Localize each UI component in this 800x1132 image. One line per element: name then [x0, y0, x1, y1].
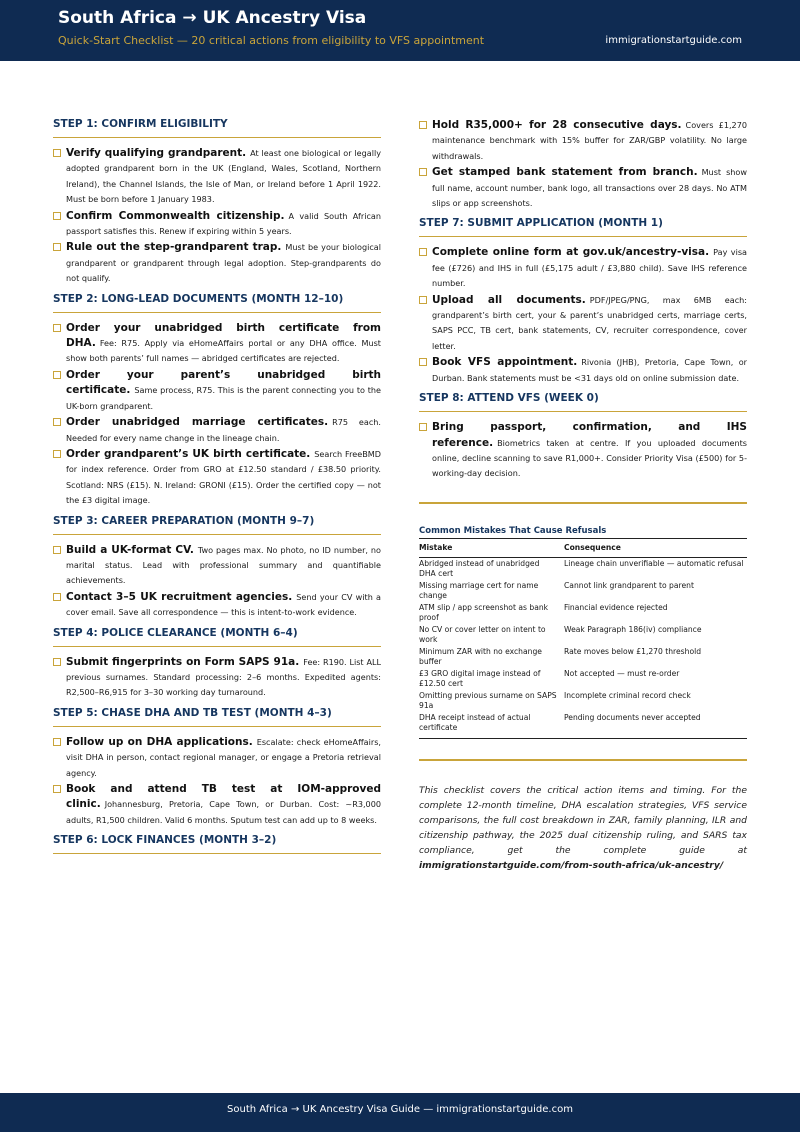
- checklist-item: [53, 447, 381, 509]
- item-body: At least one biological or legally adopted grandparent born in the UK (England, Wales, Scotland, Northern Ireland), the Channel Islands, the Isle of Man, or Ireland before 1 April 1922. Must be born before 1 January 1983.: [66, 148, 381, 205]
- item-title: Book VFS appointment.: [432, 356, 578, 369]
- item-body: Two pages max. No photo, no ID number, no marital status. Lead with professional summary and quantifiable achievements.: [66, 544, 382, 586]
- table-row: [419, 624, 747, 646]
- item-body: PDF/JPEG/PNG, max 6MB each: grandparent’s birth cert, your & parent’s unabridged certs, marriage certs, SAPS PCC, TB cert, bank statements, CV, recruiter correspondence, cover letter.: [432, 294, 747, 351]
- consequence-cell: Weak Paragraph 186(iv) compliance: [564, 624, 702, 634]
- checklist-item: [419, 245, 747, 291]
- note-text: This checklist covers the critical action items and timing. For the complete 12-month timeline, DHA escalation strategies, VFS service comparisons, the full cost breakdown in ZAR, family planning, ILR and citizenship pathway, the 2025 dual citizenship ruling, and SARS tax compliance, get the complete guide at: [419, 784, 747, 856]
- checklist-item: [53, 321, 381, 367]
- checklist-item: [53, 209, 381, 240]
- item-title: Complete online form at gov.uk/ancestry-visa.: [432, 246, 710, 259]
- item-body: A valid South African passport satisfies this. Renew if expiring within 5 years.: [66, 210, 381, 237]
- item-title: Bring passport, confirmation, and IHS reference.: [432, 421, 747, 449]
- divider: [419, 759, 747, 761]
- step-heading: STEP 7: SUBMIT APPLICATION (MONTH 1): [419, 217, 747, 237]
- checkbox-icon[interactable]: [53, 785, 61, 793]
- item-body: Rivonia (JHB), Pretoria, Cape Town, or Durban. Bank statements must be <31 days old on online submission date.: [432, 357, 747, 383]
- mistake-cell: Omitting previous surname on SAPS 91a: [419, 690, 557, 710]
- checkbox-icon[interactable]: [53, 658, 61, 666]
- checklist-item: [419, 355, 747, 386]
- consequence-cell: Rate moves below £1,270 threshold: [564, 646, 702, 656]
- item-body: Escalate: check eHomeAffairs, visit DHA in person, contact regional manager, or engage a Pretoria retrieval agency.: [66, 736, 381, 778]
- checkbox-icon[interactable]: [53, 418, 61, 426]
- column-header: Consequence: [564, 538, 747, 557]
- checklist-item: [419, 293, 747, 355]
- item-title: Confirm Commonwealth citizenship.: [66, 209, 285, 222]
- page-footer: South Africa → UK Ancestry Visa Guide — immigrationstartguide.com: [0, 1093, 800, 1132]
- item-body: Covers £1,270 maintenance benchmark with 15% buffer for ZAR/GBP volatility. No large withdrawals.: [432, 120, 748, 161]
- table-row: [419, 557, 747, 580]
- page-subtitle: Quick-Start Checklist — 20 critical actions from eligibility to VFS appointment: [58, 34, 485, 47]
- checkbox-icon[interactable]: [53, 371, 61, 379]
- checkbox-icon[interactable]: [53, 450, 61, 458]
- checklist-item: [419, 420, 747, 482]
- item-title: Rule out the step-grandparent trap.: [66, 241, 282, 254]
- divider: [419, 502, 747, 504]
- checklist-item: [53, 543, 381, 589]
- item-title: Get stamped bank statement from branch.: [432, 166, 698, 179]
- step-heading: STEP 8: ATTEND VFS (WEEK 0): [419, 392, 747, 412]
- item-body: Pay visa fee (£726) and IHS in full (£5,175 adult / £3,880 child). Save IHS reference number.: [432, 247, 748, 289]
- mistake-cell: Missing marriage cert for name change: [419, 580, 539, 600]
- checkbox-icon[interactable]: [419, 168, 427, 176]
- checkbox-icon[interactable]: [53, 593, 61, 601]
- step-2: [53, 293, 381, 509]
- item-body: Same process, R75. This is the parent connecting you to the UK-born grandparent.: [66, 385, 381, 411]
- checkbox-icon[interactable]: [53, 212, 61, 220]
- table-row: [419, 668, 747, 690]
- step-6: [53, 834, 381, 854]
- table-row: [419, 712, 747, 739]
- checklist-item: [53, 590, 381, 621]
- page-title: South Africa → UK Ancestry Visa: [58, 8, 367, 28]
- item-body: Must be your biological grandparent or grandparent through legal adoption. Step-grandparents do not qualify.: [66, 242, 381, 284]
- checkbox-icon[interactable]: [419, 121, 427, 129]
- item-body: Must show full name, account number, bank logo, all transactions over 28 days. No ATM slips or app screenshots.: [432, 167, 747, 209]
- step-7: [419, 217, 747, 386]
- consequence-cell: Financial evidence rejected: [564, 602, 668, 612]
- closing-note: [419, 783, 747, 873]
- mistake-cell: Minimum ZAR with no exchange buffer: [419, 646, 542, 666]
- consequence-cell: Not accepted — must re-order: [564, 668, 680, 678]
- item-body: Fee: R75. Apply via eHomeAffairs portal or any DHA office. Must show both parents’ full names — abridged certificates are rejected.: [66, 338, 381, 364]
- checkbox-icon[interactable]: [53, 738, 61, 746]
- left-column: [53, 118, 381, 862]
- consequence-cell: Cannot link grandparent to parent: [564, 580, 694, 590]
- checkbox-icon[interactable]: [53, 149, 61, 157]
- step-heading: STEP 6: LOCK FINANCES (MONTH 3–2): [53, 834, 381, 854]
- step-8: [419, 392, 747, 482]
- step-1: [53, 118, 381, 287]
- step-heading: STEP 2: LONG-LEAD DOCUMENTS (MONTH 12–10): [53, 293, 381, 313]
- checklist-item: [53, 368, 381, 414]
- checkbox-icon[interactable]: [419, 248, 427, 256]
- item-body: Send your CV with a cover email. Save all correspondence — this is intent-to-work evidence.: [66, 591, 381, 618]
- step-heading: STEP 4: POLICE CLEARANCE (MONTH 6–4): [53, 627, 381, 647]
- checkbox-icon[interactable]: [419, 423, 427, 431]
- consequence-cell: Pending documents never accepted: [564, 712, 747, 739]
- item-title: Follow up on DHA applications.: [66, 735, 253, 748]
- item-title: Contact 3–5 UK recruitment agencies.: [66, 590, 293, 603]
- checklist-item: [53, 735, 381, 781]
- table-row: [419, 690, 747, 712]
- mistakes-table: [419, 538, 747, 739]
- step-4: [53, 627, 381, 701]
- item-title: Order grandparent’s UK birth certificate.: [66, 447, 311, 460]
- step-heading: STEP 3: CAREER PREPARATION (MONTH 9–7): [53, 515, 381, 535]
- mistake-cell: ATM slip / app screenshot as bank proof: [419, 602, 549, 622]
- mistake-cell: No CV or cover letter on intent to work: [419, 624, 546, 644]
- item-body: Biometrics taken at centre. If you uploaded documents online, decline scanning to save R1,000+. Consider Priority Visa (£500) for 5-working-day decision.: [432, 437, 747, 479]
- item-body: Johannesburg, Pretoria, Cape Town, or Durban. Cost: ~R3,000 adults, R1,500 children. Valid 6 months. Sputum test can add up to 8 weeks.: [66, 799, 381, 825]
- checklist-item: [53, 655, 381, 701]
- item-title: Book and attend TB test at IOM-approved clinic.: [66, 783, 381, 811]
- item-title: Order your unabridged birth certificate from DHA.: [66, 321, 381, 350]
- checkbox-icon[interactable]: [53, 243, 61, 251]
- table-row: [419, 646, 747, 668]
- mistake-cell: Abridged instead of unabridged DHA cert: [419, 558, 540, 578]
- checklist-item: [53, 240, 381, 286]
- checkbox-icon[interactable]: [419, 296, 427, 304]
- item-title: Order unabridged marriage certificates.: [66, 416, 329, 429]
- item-title: Build a UK-format CV.: [66, 543, 194, 556]
- checklist-item: [419, 165, 747, 211]
- mistake-cell: £3 GRO digital image instead of £12.50 cert: [419, 668, 541, 688]
- consequence-cell: Incomplete criminal record check: [564, 690, 691, 700]
- checkbox-icon[interactable]: [419, 358, 427, 366]
- right-column: [419, 118, 747, 873]
- step-heading: STEP 1: CONFIRM ELIGIBILITY: [53, 118, 381, 138]
- item-title: Verify qualifying grandparent.: [66, 147, 247, 159]
- checklist-item: [53, 782, 381, 828]
- table-header-row: [419, 538, 747, 557]
- step-heading: STEP 5: CHASE DHA AND TB TEST (MONTH 4–3): [53, 707, 381, 727]
- page-header: [0, 0, 800, 61]
- item-title: Upload all documents.: [432, 293, 586, 306]
- header-site: immigrationstartguide.com: [605, 35, 742, 46]
- checkbox-icon[interactable]: [53, 324, 61, 332]
- item-title: Submit fingerprints on Form SAPS 91a.: [66, 655, 300, 668]
- checklist-item: [419, 118, 747, 164]
- item-title: Order your parent’s unabridged birth certificate.: [66, 368, 381, 397]
- guide-link[interactable]: immigrationstartguide.com/from-south-africa/uk-ancestry/: [419, 859, 724, 871]
- mistake-cell: DHA receipt instead of actual certificate: [419, 712, 564, 739]
- table-row: [419, 580, 747, 602]
- item-body: Search FreeBMD for index reference. Order from GRO at £12.50 standard / £38.50 priority. Scotland: NRS (£15). N. Ireland: GRONI (£15). Order the certified copy — not the £3 digital image.: [66, 448, 382, 506]
- item-body: Fee: R190. List ALL previous surnames. Standard processing: 2–6 months. Expedited agents: R2,500–R6,915 for 3–30 working day turnaround.: [66, 656, 381, 698]
- step-3: [53, 515, 381, 621]
- checkbox-icon[interactable]: [53, 546, 61, 554]
- column-header: Mistake: [419, 538, 564, 557]
- step-6-continued: [419, 118, 747, 211]
- mistakes-title: Common Mistakes That Cause Refusals: [419, 525, 607, 536]
- checklist-item: [53, 415, 381, 446]
- checklist-item: [53, 146, 381, 208]
- item-title: Hold R35,000+ for 28 consecutive days.: [432, 119, 682, 131]
- step-5: [53, 707, 381, 828]
- consequence-cell: Lineage chain unverifiable — automatic refusal: [564, 558, 744, 568]
- item-body: R75 each. Needed for every name change in the lineage chain.: [66, 417, 381, 443]
- table-row: [419, 602, 747, 624]
